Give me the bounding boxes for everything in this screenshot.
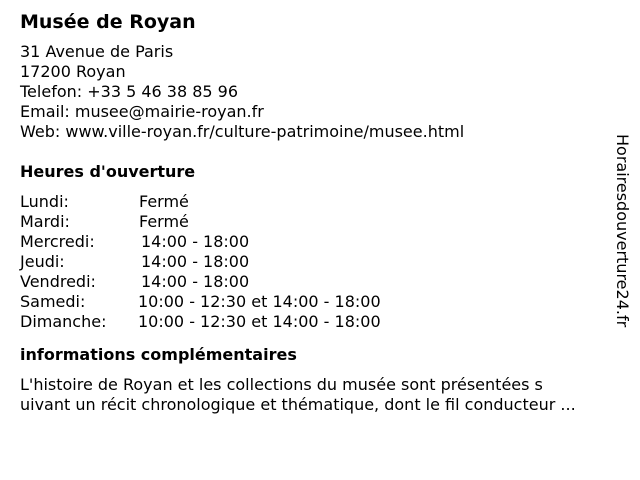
museum-info-page bbox=[20, 10, 620, 415]
site-watermark: Horairesdouverture24.fr bbox=[613, 134, 632, 328]
hours-day-label: Jeudi: bbox=[20, 252, 65, 271]
opening-hours-table bbox=[20, 192, 620, 332]
hours-row-tuesday bbox=[20, 212, 620, 232]
additional-info-text bbox=[20, 375, 620, 415]
hours-row-thursday bbox=[20, 252, 620, 272]
hours-day-label: Dimanche: bbox=[20, 312, 107, 331]
additional-info-heading: informations complémentaires bbox=[20, 345, 297, 364]
address-street: 31 Avenue de Paris bbox=[20, 42, 174, 61]
website-text: Web: www.ville-royan.fr/culture-patrimoine/musee.html bbox=[20, 122, 465, 141]
hours-row-friday bbox=[20, 272, 620, 292]
contact-block bbox=[20, 42, 620, 142]
hours-day-label: Vendredi: bbox=[20, 272, 96, 291]
hours-day-label: Samedi: bbox=[20, 292, 86, 311]
address-city: 17200 Royan bbox=[20, 62, 126, 81]
hours-time-value: Fermé bbox=[139, 212, 189, 231]
info-text-line: uivant un récit chronologique et thématique, dont le fil conducteur ... bbox=[20, 395, 576, 414]
phone-text: Telefon: +33 5 46 38 85 96 bbox=[20, 82, 239, 101]
page-title: Musée de Royan bbox=[20, 11, 196, 33]
info-text-line: L'histoire de Royan et les collections du musée sont présentées s bbox=[20, 375, 543, 394]
hours-time-value: 10:00 - 12:30 et 14:00 - 18:00 bbox=[138, 312, 381, 331]
hours-time-value: 14:00 - 18:00 bbox=[141, 272, 250, 291]
opening-hours-heading: Heures d'ouverture bbox=[20, 162, 196, 181]
hours-row-sunday bbox=[20, 312, 620, 332]
email-text: Email: musee@mairie-royan.fr bbox=[20, 102, 264, 121]
hours-row-monday bbox=[20, 192, 620, 212]
hours-day-label: Mercredi: bbox=[20, 232, 95, 251]
hours-row-saturday bbox=[20, 292, 620, 312]
hours-day-label: Lundi: bbox=[20, 192, 69, 211]
hours-time-value: 14:00 - 18:00 bbox=[141, 232, 250, 251]
hours-time-value: 10:00 - 12:30 et 14:00 - 18:00 bbox=[138, 292, 381, 311]
hours-day-label: Mardi: bbox=[20, 212, 70, 231]
hours-time-value: Fermé bbox=[139, 192, 189, 211]
hours-time-value: 14:00 - 18:00 bbox=[141, 252, 250, 271]
hours-row-wednesday bbox=[20, 232, 620, 252]
